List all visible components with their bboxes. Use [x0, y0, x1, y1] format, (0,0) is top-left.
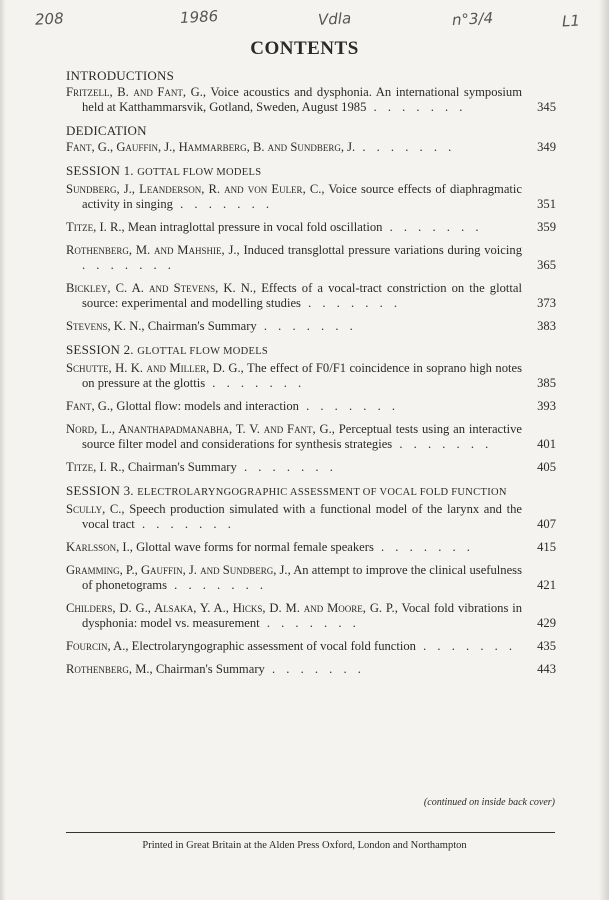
toc-entry: [66, 422, 556, 452]
entry-text: [66, 639, 556, 654]
entry-page-number: 383: [537, 319, 556, 333]
dot-leader: . . . . . . .: [415, 639, 517, 653]
toc-entry: [66, 85, 556, 115]
handwritten-note: L1: [561, 11, 581, 31]
entry-authors: Bickley, C. A. and Stevens, K. N.,: [66, 281, 257, 295]
entry-text: [66, 662, 556, 677]
printer-imprint: Printed in Great Britain at the Alden Press Oxford, London and Northampton: [142, 840, 467, 851]
section-label: SESSION 3.: [66, 483, 134, 498]
section-label: SESSION 2.: [66, 342, 134, 357]
page-edge-shadow: [0, 0, 6, 900]
toc-entry: [66, 220, 556, 235]
toc-entry: [66, 460, 556, 475]
entry-authors: Fant, G., Gauffin, J., Hammarberg, B. and Sundberg, J.: [66, 140, 356, 154]
continued-note: (continued on inside back cover): [423, 797, 555, 808]
entry-text: [66, 220, 556, 235]
entry-title: Speech production simulated with a functional model of the larynx and the vocal tract: [82, 502, 522, 531]
entry-page-number: 443: [537, 662, 556, 676]
entry-title: Effects of a vocal-tract constriction on the glottal source: experimental and modelling studies: [82, 281, 522, 310]
section-heading: [66, 68, 556, 83]
entry-authors: Titze, I. R.,: [66, 220, 125, 234]
dot-leader: . . . . . . .: [366, 100, 467, 114]
entry-title: Voice source effects of diaphragmatic activity in singing: [82, 182, 522, 211]
page-title: CONTENTS: [250, 38, 359, 59]
entry-authors: Fant, G.,: [66, 399, 114, 413]
entry-title: Mean intraglottal pressure in vocal fold oscillation: [127, 220, 383, 234]
entry-authors: Fourcin, A.,: [66, 639, 129, 653]
toc-entry: [66, 502, 556, 532]
section-heading: [66, 342, 556, 359]
toc-entry: [66, 540, 556, 555]
dot-leader: . . . . . . .: [167, 578, 268, 592]
entry-page-number: 345: [537, 100, 556, 114]
handwritten-note: 208: [34, 9, 65, 29]
entry-page-number: 415: [537, 540, 556, 554]
section-subheading: GLOTTAL FLOW MODELS: [137, 346, 269, 357]
toc-entry: [66, 662, 556, 677]
dot-leader: . . . . . . .: [373, 540, 474, 554]
entry-title: Perceptual tests using an interactive source filter model and considerations for synthesis strategies: [82, 422, 523, 451]
entry-text: [66, 243, 556, 273]
entry-authors: Rothenberg, M.,: [66, 662, 153, 676]
entry-authors: Sundberg, J., Leanderson, R. and von Euler, C.,: [66, 182, 325, 196]
entry-page-number: 365: [537, 258, 556, 272]
dot-leader: . . . . . . .: [172, 197, 274, 211]
entry-text: [66, 319, 556, 334]
entry-page-number: 405: [537, 460, 556, 474]
entry-text: [66, 540, 556, 555]
entry-title: Vocal fold vibrations in dysphonia: model vs. measurement: [82, 601, 523, 630]
dot-leader: . . . . . . .: [259, 616, 360, 630]
entry-title: Induced transglottal pressure variations during voicing: [243, 243, 522, 257]
dot-leader: . . . . . . .: [134, 517, 235, 531]
entry-page-number: 373: [537, 296, 556, 310]
section-heading: [66, 483, 556, 500]
entry-title: Chairman's Summary: [155, 662, 265, 676]
dot-leader: . . . . . . .: [300, 296, 402, 310]
footer-divider: [66, 832, 555, 833]
entry-authors: Karlsson, I.,: [66, 540, 133, 554]
dot-leader: . . . . . . .: [205, 376, 306, 390]
entry-text: [66, 140, 556, 155]
entry-title: Electrolaryngographic assessment of vocal fold function: [131, 639, 416, 653]
entry-title: Glottal wave forms for normal female speakers: [136, 540, 374, 554]
entry-authors: Stevens, K. N.,: [66, 319, 145, 333]
entry-title: An attempt to improve the clinical usefulness of phonetograms: [82, 563, 522, 592]
toc-entry: [66, 639, 556, 654]
entry-text: [66, 460, 556, 475]
section-heading: [66, 163, 556, 180]
toc-entry: [66, 361, 556, 391]
entry-text: [66, 601, 556, 631]
dot-leader: . . . . . . .: [392, 437, 493, 451]
entry-title: Glottal flow: models and interaction: [116, 399, 299, 413]
section-label: INTRODUCTIONS: [66, 68, 175, 83]
entry-page-number: 359: [537, 220, 556, 234]
entry-page-number: 429: [537, 616, 556, 630]
entry-authors: Nord, L., Ananthapadmanabha, T. V. and Fant, G.,: [66, 422, 335, 436]
handwritten-annotations: [0, 8, 609, 38]
dot-leader: . . . . . . .: [264, 662, 365, 676]
table-of-contents: [66, 68, 556, 677]
entry-authors: Scully, C.,: [66, 502, 125, 516]
page-edge-shadow-right: [599, 0, 609, 900]
entry-page-number: 385: [537, 376, 556, 390]
handwritten-note: Vdla: [317, 9, 352, 29]
entry-text: [66, 182, 556, 212]
entry-page-number: 401: [537, 437, 556, 451]
toc-entry: [66, 140, 556, 155]
dot-leader: . . . . . . .: [355, 140, 456, 154]
toc-entry: [66, 243, 556, 273]
entry-text: [66, 563, 556, 593]
section-heading: [66, 123, 556, 138]
handwritten-note: n°3/4: [451, 8, 494, 30]
dot-leader: . . . . . . .: [298, 399, 400, 413]
entry-authors: Titze, I. R.,: [66, 460, 125, 474]
entry-authors: Childers, D. G., Alsaka, Y. A., Hicks, D. M. and Moore, G. P.,: [66, 601, 398, 615]
dot-leader: . . . . . . .: [82, 258, 175, 272]
entry-title: Chairman's Summary: [147, 319, 257, 333]
dot-leader: . . . . . . .: [236, 460, 337, 474]
entry-page-number: 407: [537, 517, 556, 531]
entry-text: [66, 281, 556, 311]
toc-entry: [66, 563, 556, 593]
entry-text: [66, 502, 556, 532]
entry-page-number: 393: [537, 399, 556, 413]
section-subheading: GOTTAL FLOW MODELS: [137, 167, 262, 178]
section-label: SESSION 1.: [66, 163, 134, 178]
entry-text: [66, 361, 556, 391]
dot-leader: . . . . . . .: [256, 319, 357, 333]
entry-page-number: 435: [537, 639, 556, 653]
entry-text: [66, 422, 556, 452]
entry-authors: Rothenberg, M. and Mahshie, J.,: [66, 243, 240, 257]
entry-title: The effect of F0/F1 coincidence in soprano high notes on pressure at the glottis: [82, 361, 523, 390]
toc-entry: [66, 399, 556, 414]
entry-page-number: 351: [537, 197, 556, 211]
entry-title: Voice acoustics and dysphonia. An international symposium held at Katthammarsvik, Gotland, Sweden, August 1985: [82, 85, 523, 114]
toc-entry: [66, 601, 556, 631]
toc-entry: [66, 281, 556, 311]
entry-page-number: 421: [537, 578, 556, 592]
toc-entry: [66, 182, 556, 212]
entry-page-number: 349: [537, 140, 556, 154]
section-label: DEDICATION: [66, 123, 147, 138]
toc-entry: [66, 319, 556, 334]
entry-authors: Fritzell, B. and Fant, G.,: [66, 85, 207, 99]
entry-authors: Schutte, H. K. and Miller, D. G.,: [66, 361, 244, 375]
handwritten-note: 1986: [179, 7, 219, 27]
entry-title: Chairman's Summary: [127, 460, 237, 474]
section-subheading: ELECTROLARYNGOGRAPHIC ASSESSMENT OF VOCAL FOLD FUNCTION: [137, 487, 507, 498]
entry-authors: Gramming, P., Gauffin, J. and Sundberg, J.,: [66, 563, 291, 577]
dot-leader: . . . . . . .: [382, 220, 483, 234]
entry-text: [66, 399, 556, 414]
entry-text: [66, 85, 556, 115]
